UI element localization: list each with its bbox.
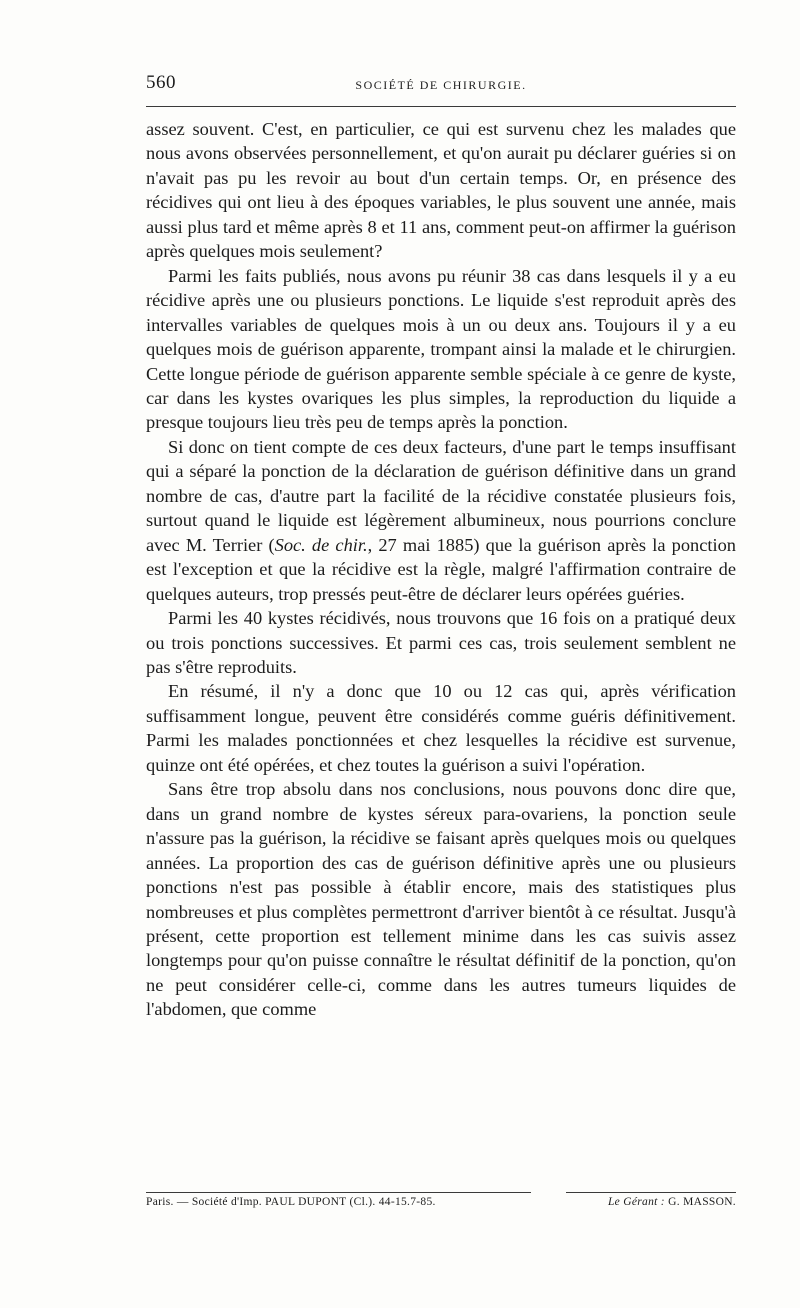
- running-head: [146, 72, 736, 102]
- paragraph-conclusions: Sans être trop absolu dans nos conclusions, nous pouvons donc dire que, dans un grand nombre de kystes séreux para-ovariens, la ponction seule n'assure pas la guérison, la récidive se faisant après quelques mois ou quelques années. La proportion des cas de guérison définitive après une ou plusieurs ponctions n'est pas possible à établir encore, mais des statistiques plus nombreuses et plus complètes permettront d'arriver bientôt à ce résultat. Jusqu'à présent, cette proportion est tellement minime dans les cas suivis assez longtemps pour qu'on puisse connaître le résultat définitif de la ponction, qu'on ne peut considérer celle-ci, comme dans les autres tumeurs liquides de l'abdomen, que comme: [146, 779, 736, 1020]
- gerant-label: Le Gérant :: [607, 1196, 665, 1208]
- printer-imprint: Paris. — Société d'Imp. PAUL DUPONT (Cl.). 44-15.7-85.: [146, 1196, 436, 1208]
- paragraph-faits-publies: Parmi les faits publiés, nous avons pu réunir 38 cas dans lesquels il y a eu récidive après une ou plusieurs ponctions. Le liquide s'est reproduit après des intervalles variables de quelques mois à un ou deux ans. Toujours il y a eu quelques mois de guérison apparente, trompant ainsi la malade et le chirurgien. Cette longue période de guérison apparente semble spéciale à ce genre de kyste, car dans les kystes ovariques les plus simples, la reproduction du liquide a presque toujours lieu très peu de temps après la ponction.: [146, 265, 736, 433]
- paragraph-kystes-recidives: Parmi les 40 kystes récidivés, nous trouvons que 16 fois on a pratiqué deux ou trois ponctions successives. Et parmi ces cas, trois seulement semblent ne pas s'être reproduits.: [146, 608, 736, 677]
- footer-rule: [146, 1192, 531, 1193]
- paragraph-text: , 27 mai 1885) que la guérison après la ponction est l'exception et que la récidive est la règle, malgré l'affirmation contraire de quelques auteurs, trop pressés peut-être de déclarer leurs opérées guéries.: [146, 534, 736, 604]
- paragraph-deux-facteurs: [146, 435, 736, 606]
- gerant-line: [608, 1196, 736, 1208]
- footer-rule-right: [566, 1192, 736, 1193]
- paragraph-continued: assez souvent. C'est, en particulier, ce qui est survenu chez les malades que nous avons observées personnellement, et qu'on aurait pu déclarer guéries si on n'avait pas pu les revoir au bout d'un certain temps. Or, en présence des récidives qui ont lieu à des époques variables, le plus souvent une année, mais aussi plus tard et même après 8 et 11 ans, comment peut-on affirmer la guérison après quelques mois seulement?: [146, 119, 736, 262]
- running-title: SOCIÉTÉ DE CHIRURGIE.: [355, 78, 527, 92]
- gerant-name: G. MASSON.: [668, 1196, 736, 1208]
- paragraph-text: Si donc on tient compte de ces deux facteurs, d'une part le temps insuffisant qui a séparé la ponction de la déclaration de guérison définitive dans un grand nombre de cas, d'autre part la facilité de la récidive constatée plusieurs fois, surtout quand le liquide est légèrement albumineux, nous pourrions conclure avec M. Terrier (: [146, 436, 736, 555]
- header-rule: [146, 106, 736, 107]
- body-text: [146, 117, 736, 1022]
- page-number: 560: [146, 72, 176, 93]
- paragraph-en-resume: En résumé, il n'y a donc que 10 ou 12 cas qui, après vérification suffisamment longue, peuvent être considérés comme guéris définitivement. Parmi les malades ponctionnées et chez lesquelles la récidive est survenue, quinze ont été opérées, et chez toutes la guérison a suivi l'opération.: [146, 681, 736, 775]
- citation-italic: Soc. de chir.: [274, 534, 368, 555]
